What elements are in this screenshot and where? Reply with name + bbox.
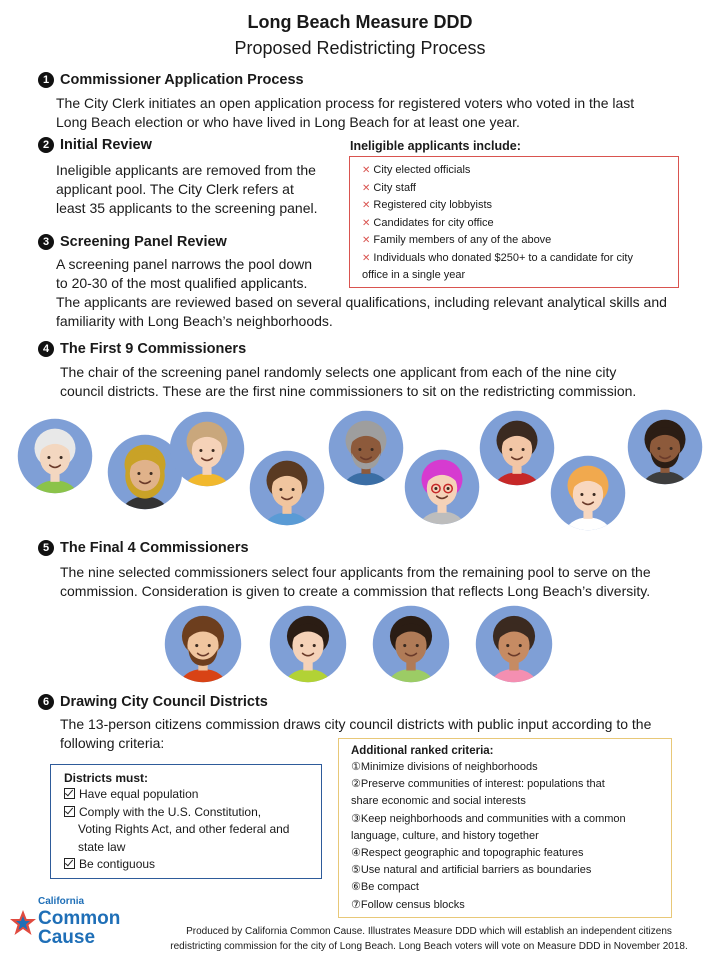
logo-cause: Cause <box>38 927 96 948</box>
section-5-line: The nine selected commissioners select four applicants from the remaining pool to serve on the <box>60 564 651 580</box>
ranked-criteria-box <box>338 738 672 918</box>
section-3-body-a <box>56 255 346 293</box>
section-2-heading <box>38 137 152 153</box>
criteria-line: ⑤Use natural and artificial barriers as boundaries <box>351 864 592 877</box>
number-1-icon: 1 <box>38 72 54 88</box>
section-6-line: The 13-person citizens commission draws city council districts with public input according to the <box>60 716 652 732</box>
section-6-title: Drawing City Council Districts <box>60 694 268 710</box>
number-2-icon: 2 <box>38 137 54 153</box>
criteria-line: share economic and social interests <box>351 795 526 808</box>
commissioner-avatar-5 <box>328 410 404 486</box>
checkbox-icon <box>64 788 75 799</box>
section-1-heading <box>38 72 304 88</box>
criteria-line: ⑥Be compact <box>351 881 419 894</box>
section-1-title: Commissioner Application Process <box>60 72 304 88</box>
section-4-line: The chair of the screening panel randomly selects one applicant from each of the nine city <box>60 364 617 380</box>
section-3-line: familiarity with Long Beach’s neighborhoods. <box>56 313 333 329</box>
x-mark-icon: ✕ <box>362 165 371 176</box>
checkbox-icon <box>64 858 75 869</box>
commissioner-avatar-9 <box>627 409 703 485</box>
final-commissioner-avatar-4 <box>475 605 553 683</box>
section-3-title: Screening Panel Review <box>60 234 227 250</box>
criteria-line: language, culture, and history together <box>351 829 539 842</box>
commissioner-avatar-6 <box>404 449 480 525</box>
criteria-line: ④Respect geographic and topographic features <box>351 847 584 860</box>
final-commissioner-avatar-1 <box>164 605 242 683</box>
section-3-line: A screening panel narrows the pool down <box>56 256 313 272</box>
footer-line: redistricting commission for the city of Long Beach. Long Beach voters will vote on Measure DDD in November 2018. <box>170 941 688 952</box>
section-2-line: applicant pool. The City Clerk refers at <box>56 181 294 197</box>
final-commissioner-avatar-3 <box>372 605 450 683</box>
section-5-title: The Final 4 Commissioners <box>60 540 249 556</box>
section-2-body <box>56 161 346 218</box>
ineligible-item-continued: office in a single year <box>362 269 466 281</box>
section-4-body <box>60 363 700 401</box>
number-3-icon: 3 <box>38 234 54 250</box>
x-mark-icon: ✕ <box>362 182 371 194</box>
districts-item: Comply with the U.S. Constitution, <box>64 804 314 822</box>
common-cause-logo <box>8 894 138 954</box>
commissioner-avatar-4 <box>249 450 325 526</box>
section-3-line: The applicants are reviewed based on several qualifications, including relevant analytical skills and <box>56 294 667 310</box>
section-6-line: following criteria: <box>60 735 165 751</box>
ineligible-box <box>349 156 679 288</box>
footer-note <box>140 924 718 954</box>
number-5-icon: 5 <box>38 540 54 556</box>
star-icon <box>8 908 38 938</box>
section-1-line: The City Clerk initiates an open application process for registered voters who voted in the last <box>56 95 635 111</box>
section-2-line: Ineligible applicants are removed from the <box>56 162 316 178</box>
section-3-heading <box>38 234 227 250</box>
section-4-line: council districts. These are the first nine commissioners to sit on the redistricting commission. <box>60 383 637 399</box>
districts-item-continued: state law <box>78 839 126 854</box>
section-1-line: Long Beach election or who have lived in Long Beach for at least one year. <box>56 114 520 130</box>
ranked-criteria-heading: Additional ranked criteria: <box>351 745 494 757</box>
criteria-line: ⑦Follow census blocks <box>351 898 465 911</box>
section-6-heading <box>38 694 268 710</box>
ineligible-heading: Ineligible applicants include: <box>350 139 521 153</box>
x-mark-icon: ✕ <box>362 200 371 211</box>
section-4-title: The First 9 Commissioners <box>60 341 247 357</box>
ineligible-item: ✕ City elected officials <box>362 164 471 176</box>
commissioner-avatar-8 <box>550 455 626 531</box>
number-6-icon: 6 <box>38 694 54 710</box>
page-title: Long Beach Measure DDD <box>247 12 473 32</box>
section-2-title: Initial Review <box>60 137 152 153</box>
districts-item: Have equal population <box>64 786 314 804</box>
footer-line: Produced by California Common Cause. Illustrates Measure DDD which will establish an independent citizens <box>186 926 672 937</box>
commissioner-avatar-1 <box>17 418 93 494</box>
x-mark-icon: ✕ <box>362 235 371 246</box>
criteria-line: ②Preserve communities of interest: populations that <box>351 778 605 791</box>
commissioner-avatar-7 <box>479 410 555 486</box>
districts-item: Be contiguous <box>64 856 314 874</box>
logo-common: Common <box>38 908 121 929</box>
criteria-line: ③Keep neighborhoods and communities with a common <box>351 812 626 825</box>
x-mark-icon: ✕ <box>362 252 371 264</box>
section-5-line: commission. Consideration is given to create a commission that reflects Long Beach’s diversity. <box>60 583 651 599</box>
ineligible-item: ✕ City staff <box>362 181 416 194</box>
logo-california: California <box>38 896 85 907</box>
section-1-body <box>56 94 696 132</box>
final-commissioner-avatar-2 <box>269 605 347 683</box>
section-2-line: least 35 applicants to the screening panel. <box>56 200 318 216</box>
ineligible-item: ✕ Registered city lobbyists <box>362 199 492 211</box>
districts-must-box <box>50 764 322 879</box>
section-5-body <box>60 563 700 601</box>
section-3-body-b <box>56 293 706 331</box>
ineligible-item: ✕ Family members of any of the above <box>362 234 552 246</box>
section-5-heading <box>38 540 249 556</box>
section-3-line: to 20-30 of the most qualified applicants. <box>56 275 308 291</box>
ineligible-item: ✕ Candidates for city office <box>362 216 494 229</box>
section-4-heading <box>38 341 246 357</box>
districts-must-heading: Districts must: <box>64 771 149 785</box>
districts-item-continued: Voting Rights Act, and other federal and <box>78 822 290 836</box>
checkbox-icon <box>64 806 75 817</box>
criteria-line: ①Minimize divisions of neighborhoods <box>351 761 538 773</box>
number-4-icon: 4 <box>38 341 54 357</box>
x-mark-icon: ✕ <box>362 217 371 229</box>
page-subtitle: Proposed Redistricting Process <box>234 38 486 58</box>
ineligible-item: ✕ Individuals who donated $250+ to a candidate for city <box>362 251 633 264</box>
commissioner-avatar-3 <box>169 411 245 487</box>
